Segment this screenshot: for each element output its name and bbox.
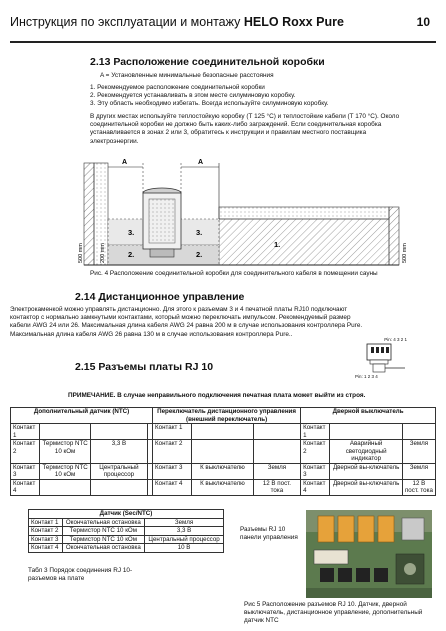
dim-500-left: 500 mm: [78, 243, 84, 263]
table-cell: Контакт 1: [11, 424, 40, 440]
table-cell: [40, 424, 90, 440]
table-cell: [253, 424, 300, 440]
table-cell: Центральный процессор: [90, 463, 147, 479]
page-title: [10, 15, 344, 29]
label-a2: A: [198, 159, 204, 166]
plug-bottom-pin-label: Pin: 1 2 3 4: [355, 374, 378, 379]
wall-zone-1: [219, 219, 389, 265]
table-cell: [402, 424, 435, 440]
list-item: 1. Рекомендуемое расположение соединительной коробки: [90, 84, 265, 91]
table-cell: Контакт 1: [301, 424, 330, 440]
zone-2-label: 2.: [128, 250, 135, 259]
table-cell: Термистор NTC 10 кОм: [62, 527, 145, 536]
header-remote: Переключатель дистанционного управления (внешний переключатель): [153, 408, 301, 424]
table-header-row: [11, 408, 436, 424]
table-cell: 3,3 В: [145, 527, 224, 536]
table-cell: [90, 479, 147, 495]
section-2-14-heading: 2.14 Дистанционное управление: [75, 291, 245, 303]
table-cell: Окончательная остановка: [62, 518, 145, 527]
header-door: Дверной выключатель: [301, 408, 436, 424]
table-cell: Контакт 2: [301, 440, 330, 464]
table-cell: [192, 440, 254, 464]
table-row: [29, 518, 224, 527]
table-cell: Контакт 1: [153, 424, 192, 440]
zone-2-label: 2.: [196, 250, 203, 259]
table-cell: Дверной вы-ключатель: [330, 479, 402, 495]
junction-box-diagram: [78, 155, 426, 267]
section-2-15-heading: 2.15 Разъемы платы RJ 10: [75, 361, 214, 373]
table-cell: К выключателю: [192, 479, 254, 495]
list-item: 2. Рекомендуется устанавливать в этом месте силуминовую коробку.: [90, 92, 296, 100]
table-cell: Контакт 4: [11, 479, 40, 495]
table-row: [11, 479, 436, 495]
list-item: 3. Эту область необходимо избегать. Всегда используйте силуминовую коробку.: [90, 100, 329, 108]
para-line: кабели AWG 24 или 26. Максимальная длина кабеля AWG 24 равна 200 м в случае использования контроллера Pure.: [10, 322, 363, 330]
table-cell: К выключателю: [192, 463, 254, 479]
label-a1: A: [122, 159, 128, 166]
control-board-photo: [306, 510, 432, 598]
table-cell: Контакт 2: [29, 527, 63, 536]
table-cell: Контакт 3: [11, 463, 40, 479]
title-brand: HELO Roxx Pure: [243, 15, 344, 29]
table-row: [29, 527, 224, 536]
table-row: [11, 440, 436, 464]
table-cell: 3,3 В: [90, 440, 147, 464]
table-cell: Контакт 4: [301, 479, 330, 495]
dim-200: 200 mm: [100, 243, 106, 263]
section-2-13-heading: 2.13 Расположение соединительной коробки: [90, 56, 325, 68]
figure-5-caption: Рис 5 Расположение разъемов RJ 10. Датчик, дверной выключатель, дистанционное управление, дополнительный датчик NTC: [244, 601, 423, 624]
para-line: соединительной коробки не должно быть каких-либо заграждений. Если соединительная коробка: [90, 121, 382, 129]
plug-top-pin-label: Pin: 4 3 2 1: [384, 337, 407, 342]
table-cell: Земля: [145, 518, 224, 527]
zone-1-label: 1.: [274, 240, 281, 249]
rj10-pinout-table: [10, 407, 436, 496]
heater-base: [150, 249, 174, 257]
header-ntc: Дополнительный датчик (NTC): [11, 408, 153, 424]
wall-insulation: [219, 207, 389, 219]
heater-stones: [149, 199, 175, 243]
para-line: Максимальная длина кабеля AWG 26 равна 130 м в случае использования контроллера Pure..: [10, 330, 293, 338]
table-cell: [253, 440, 300, 464]
table-cell: Дверной вы-ключатель: [330, 463, 402, 479]
left-wall: [84, 163, 94, 265]
para-line: электроэнергии.: [90, 137, 139, 145]
zone-3-label: 3.: [196, 228, 203, 237]
para-line: устанавливается в зонах 2 или 3, обратитесь к инструкции и правилам местного поставщика: [90, 129, 367, 137]
table-cell: [40, 479, 90, 495]
table-cell: Окончательная остановка: [62, 544, 145, 553]
table-row: [11, 463, 436, 479]
table-cell: Контакт 3: [153, 463, 192, 479]
item-list: [90, 84, 328, 109]
para-line: В других местах используйте теплостойкую коробку (T 125 °C) и теплостойкие кабели (T 170 °C). Около: [90, 113, 400, 120]
para-line: Электрокаменкой можно управлять дистанционно. Для этого к разъемам 3 и 4 печатной платы RJ10 подключают: [10, 306, 348, 313]
table-cell: Контакт 4: [153, 479, 192, 495]
table-3-caption: Табл 3 Порядок соединения RJ 10-разъемов на плате: [28, 567, 133, 582]
sensor-table: [28, 509, 224, 553]
figure-4-caption: Рис. 4 Расположение соединительной коробки для соединительного кабеля в помещении сауны: [90, 270, 378, 277]
table-cell: Термистор NTC 10 кОм: [40, 440, 90, 464]
photo-label: Разъемы RJ 10 панели управления: [240, 526, 298, 541]
table-cell: [90, 424, 147, 440]
table-cell: Аварийный светодиодный индикатор: [330, 440, 402, 464]
table-cell: Контакт 2: [11, 440, 40, 464]
table-cell: 12 В пост. тока: [402, 479, 435, 495]
table-cell: 12 В пост. тока: [253, 479, 300, 495]
table-cell: Контакт 2: [153, 440, 192, 464]
para-line: контактор с нормально замкнутыми контактами, который можно переключать импульсом. Рекомендуемый размер: [10, 314, 351, 322]
table-cell: Контакт 3: [29, 535, 63, 544]
page-number: 10: [416, 15, 430, 29]
paragraph-2-14: [10, 306, 436, 339]
paragraph-2-13: [90, 113, 436, 146]
dim-500-right: 500 mm: [402, 243, 408, 263]
page-header: [10, 13, 436, 43]
table-header-row: [29, 510, 224, 519]
zone-3-label: 3.: [128, 228, 135, 237]
table-row: [11, 424, 436, 440]
table-cell: Земля: [402, 440, 435, 464]
table-cell: Контакт 3: [301, 463, 330, 479]
table-row: [29, 544, 224, 553]
table-cell: [192, 424, 254, 440]
table-cell: Земля: [253, 463, 300, 479]
table-cell: Термистор NTC 10 кОм: [40, 463, 90, 479]
table-cell: Земля: [402, 463, 435, 479]
table-cell: 10 В: [145, 544, 224, 553]
table-row: [29, 535, 224, 544]
right-wall: [389, 207, 399, 265]
rj10-plug-icon: [345, 342, 425, 376]
table-cell: Термистор NTC 10 кОм: [62, 535, 145, 544]
sensor-header: Датчик (Sec/NTC): [29, 510, 224, 519]
table-cell: Центральный процессор: [145, 535, 224, 544]
title-prefix: Инструкция по эксплуатации и монтажу: [10, 15, 241, 29]
table-cell: Контакт 4: [29, 544, 63, 553]
table-cell: [330, 424, 402, 440]
legend-a: A = Установленные минимальные безопасные расстояния: [100, 72, 274, 79]
table-cell: Контакт 1: [29, 518, 63, 527]
warning-note: ПРИМЕЧАНИЕ. В случае неправильного подключения печатная плата может выйти из строя.: [68, 392, 366, 399]
